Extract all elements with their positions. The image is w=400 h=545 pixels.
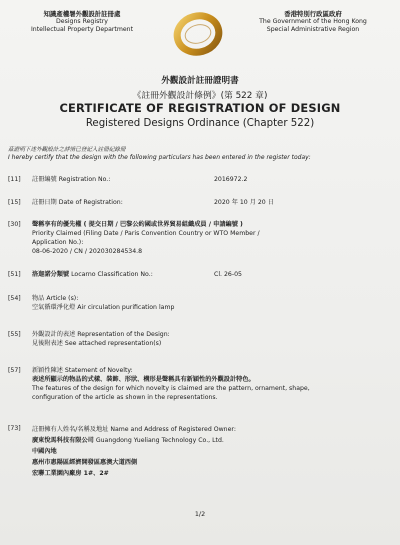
field-number: [15] [8, 199, 21, 206]
ordinance-zh: 《註冊外觀設計條例》(第 522 章) [132, 91, 268, 101]
field-number: [30] [8, 221, 21, 228]
registration-date-value: 2020 年 10 月 20 日 [214, 199, 274, 206]
title-en: CERTIFICATE OF REGISTRATION OF DESIGN [59, 101, 341, 115]
issuer-zh: 知識產權署外觀設計註冊處 [43, 10, 121, 18]
field-number: [55] [8, 331, 21, 338]
owner-address-line3: 宏聯工業園內廠房 1#、2# [32, 470, 109, 477]
owner-name-zh: 廣東悅馬科技有限公司 [32, 437, 94, 444]
field-label-zh: 物品 [32, 295, 45, 302]
field-label-zh: 洛迦諾分類號 [32, 271, 70, 278]
field-label-en: Statement of Novelty: [64, 367, 133, 374]
novelty-text-en1: The features of the design for which novelty is claimed are the pattern, ornament, shape, [32, 385, 310, 392]
field-number: [51] [8, 271, 21, 278]
field-label-zh: 外觀設計的表述 [32, 331, 76, 338]
field-label-zh: 註冊擁有人姓名/名稱及地址 [32, 426, 109, 433]
government-zh: 香港特別行政區政府 [284, 10, 342, 18]
certify-statement-zh: 茲證明下述外觀設計之詳情已登記入註冊紀錄冊 [8, 147, 126, 153]
government-en-line1: The Government of the Hong Kong [259, 18, 367, 25]
government-en-line2: Special Administrative Region [266, 26, 360, 33]
article-value-en: Air circulation purification lamp [77, 304, 175, 311]
ring-logo-icon [170, 4, 226, 60]
field-number: [57] [8, 367, 21, 374]
priority-value: 08-06-2020 / CN / 202030284534.8 [32, 248, 143, 255]
title-zh: 外觀設計註冊證明書 [161, 76, 239, 86]
field-label-en: Name and Address of Registered Owner: [110, 426, 236, 433]
certify-statement-en: I hereby certify that the design with the following particulars has been entered in the register today: [8, 154, 311, 161]
field-label-en: Locarno Classification No.: [71, 271, 153, 278]
field-label-zh: 註冊日期 [32, 199, 57, 206]
registration-no-value: 2016972.2 [214, 176, 248, 183]
issuer-en-line1: Designs Registry [56, 18, 108, 25]
page-number: 1/2 [194, 510, 206, 518]
field-label-zh: 註冊編號 [32, 176, 57, 183]
priority-label-zh: 聲稱享有的優先權 ( 提交日期 / 巴黎公約國或世界貿易組織成員 / 申請編號 ) [32, 221, 243, 228]
field-number: [73] [8, 425, 21, 432]
field-label-en: Registration No.: [58, 176, 111, 183]
field-label-en: Date of Registration: [58, 199, 123, 206]
owner-address-line2: 惠州市惠陽區經濟開發區惠澳大道西側 [32, 459, 138, 466]
owner-name-en: Guangdong Yueliang Technology Co., Ltd. [95, 437, 224, 444]
issuer-block-right [248, 10, 378, 34]
locarno-class-value: Cl. 26-05 [214, 271, 242, 278]
priority-label-en2: Application No.): [32, 239, 84, 246]
field-label-zh: 新穎性陳述 [32, 367, 63, 374]
issuer-block-left [22, 10, 142, 34]
field-number: [11] [8, 176, 21, 183]
novelty-text-en2: configuration of the article as shown in the representations. [32, 394, 218, 401]
field-label-en: Representation of the Design: [77, 331, 170, 338]
field-number: [54] [8, 295, 21, 302]
priority-label-en1: Priority Claimed (Filing Date / Paris Convention Country or WTO Member / [32, 230, 260, 237]
representation-value-zh: 見後附表述 [32, 340, 63, 347]
novelty-text-zh: 表述所顯示的物品的式樣、裝飾、形狀、構形是聲稱具有新穎性的外觀設計特色。 [32, 376, 255, 383]
field-label-en: Article (s): [46, 295, 79, 302]
article-value-zh: 空氣循環淨化燈 [32, 304, 76, 311]
owner-address-line1: 中國內地 [32, 448, 57, 455]
representation-value-en: See attached representation(s) [64, 340, 162, 347]
issuer-en-line2: Intellectual Property Department [30, 26, 134, 33]
ordinance-en: Registered Designs Ordinance (Chapter 522) [85, 118, 315, 129]
